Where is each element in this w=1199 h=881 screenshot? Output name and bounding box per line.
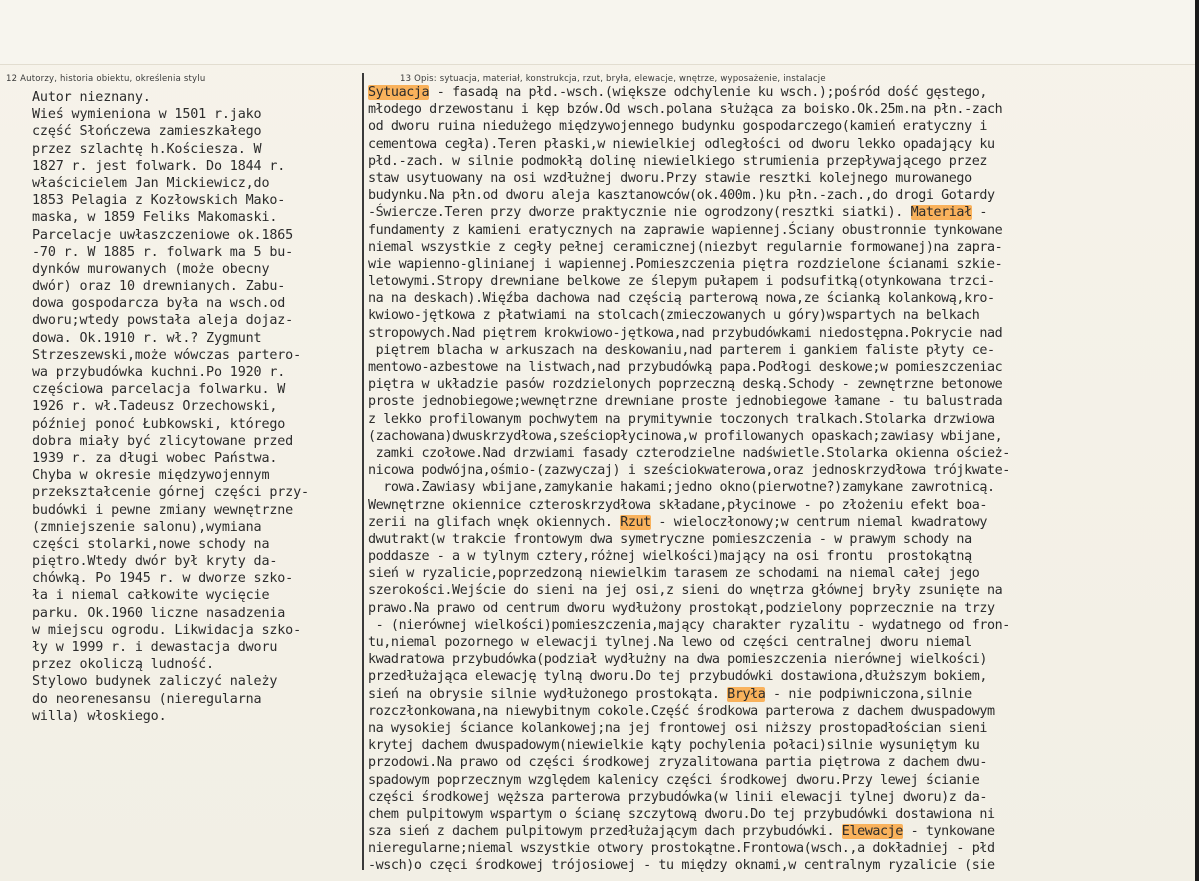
description-text-line: przedłużająca elewację tylną dworu.Do tej przybudówki dostawiona,dłuższym bokiem, bbox=[368, 669, 987, 685]
description-text-line: wie wapienno-glinianej i wapiennej.Pomieszczenia piętra rozdzielone ścianami szkie- bbox=[368, 256, 1003, 272]
history-text-line: przekształcenie górnej części przy- bbox=[32, 485, 309, 501]
history-text-line: ły w 1999 r. i dewastacja dworu bbox=[32, 640, 278, 655]
description-text-line: dwutrakt(w trakcie frontowym dwa symetryczne pomieszczenia - w prawym schody na bbox=[368, 531, 972, 547]
right-section-header: 13 Opis: sytuacja, materiał, konstrukcja, rzut, bryła, elewacje, wnętrze, wyposażenie, instalacje bbox=[400, 74, 826, 84]
description-text-line: kwiowo-jętkowa z płatwiami na stolcach(zmieczowanych u góry)wspartych na belkach bbox=[368, 308, 980, 324]
history-text-line: część Słończewa zamieszkałego bbox=[32, 124, 262, 140]
description-text-line: piętra w układzie pasów rozdzielonych poprzeczną deską.Schody - zewnętrzne betonowe bbox=[368, 377, 1003, 393]
description-text-line: Wewnętrzne okiennice czteroskrzydłowa składane,płycinowe - po złożeniu efekt boa- bbox=[368, 497, 987, 513]
description-text: - nie podpiwniczona,silnie bbox=[765, 686, 972, 702]
description-text-line: na na deskach).Więźba dachowa nad częścią parterową nowa,ze ścianką kolankową,kro- bbox=[368, 291, 995, 307]
page-edge bbox=[1195, 0, 1199, 881]
description-text-line: kwadratowa przybudówka(podział wydłużny na dwa pomieszczenia nierównej wielkości) bbox=[368, 652, 987, 668]
history-text-line: Chyba w okresie międzywojennym bbox=[32, 468, 270, 484]
history-text-line: przez szlachtę h.Kościesza. W bbox=[32, 141, 262, 157]
description-text-line: letowymi.Stropy drewniane belkowe ze ślepym pułapem i podsufitką(otynkowana trzci- bbox=[368, 274, 995, 290]
description-column bbox=[368, 84, 1010, 875]
history-text-line: budówki i pewne zmiany wewnętrzne bbox=[32, 502, 294, 518]
section-keyword-highlight: Materiał bbox=[910, 205, 972, 221]
history-text-line: przez okoliczą ludność. bbox=[32, 657, 214, 673]
history-text-line: 1926 r. wł.Tadeusz Orzechowski, bbox=[32, 399, 278, 415]
history-text-line: dowa. Ok.1910 r. wł.? Zygmunt bbox=[32, 330, 262, 346]
description-text-line: niemal wszystkie z cegły pełnej ceramicznej(niezbyt regularnie formowanej)na zapra- bbox=[368, 239, 1003, 255]
description-text-line: mentowo-azbestowe na listwach,nad przybudówką papa.Podłogi deskowe;w pomieszczeniac bbox=[368, 360, 1003, 375]
history-text-line: Autor nieznany. bbox=[32, 90, 151, 105]
column-divider bbox=[362, 73, 364, 870]
history-text-line: -70 r. W 1885 r. folwark ma 5 bu- bbox=[32, 244, 294, 260]
section-keyword-highlight: Elewacje bbox=[841, 824, 903, 840]
history-text-line: dobra miały być zlicytowane przed bbox=[32, 433, 294, 449]
history-text-line: dworu;wtedy powstała aleja dojaz- bbox=[32, 313, 294, 329]
description-text-line: -wsch)o częci środkowej trójosiowej - tu między oknami,w centralnym ryzalicie (sie bbox=[368, 858, 995, 874]
history-text-line: chówką. Po 1945 r. w dworze szko- bbox=[32, 571, 294, 587]
description-text-line: tu,niemal pozornego w elewacji tylnej.Na lewo od części centralnej dworu niemal bbox=[368, 635, 972, 650]
description-text: - fasadą na płd.-wsch.(większe odchylenie ku wsch.);pośród dość gęstego, bbox=[429, 85, 987, 100]
history-text-line: dwór) oraz 10 drewnianych. Zabu- bbox=[32, 279, 286, 295]
description-text-line bbox=[368, 686, 1010, 703]
history-text-line: maska, w 1859 Feliks Makomaski. bbox=[32, 210, 278, 226]
history-text-line: Strzeszewski,może wówczas partero- bbox=[32, 347, 302, 363]
history-text-line: do neorenesansu (nieregularna bbox=[32, 691, 262, 707]
description-text-line: nicowa podwójna,ośmio-(zazwyczaj) i sześciokwaterowa,oraz jednoskrzydłowa trójkwate- bbox=[368, 463, 1010, 479]
description-text: zerii na glifach wnęk okiennych. bbox=[368, 514, 621, 530]
description-text-line: budynku.Na płn.od dworu aleja kasztanowców(ok.400m.)ku płn.-zach.,do drogi Gotardy bbox=[368, 188, 995, 204]
description-text-line: szerokości.Wejście do sieni na jej osi,z sieni do wnętrza głównej bryły zsunięte na bbox=[368, 583, 1003, 599]
history-text-line: później ponoć Łubkowski, którego bbox=[32, 416, 286, 432]
description-text-line: cementowa cegła).Teren płaski,w niewielkiej odległości od dworu lekko opadający ku bbox=[368, 136, 995, 152]
description-text-line: spadowym poprzecznym względem kalenicy części środkowej dworu.Przy lewej ścianie bbox=[368, 772, 980, 788]
history-text-line: willa) włoskiego. bbox=[32, 708, 167, 724]
description-text: -Świercze.Teren przy dworze praktycznie nie ogrodzony(resztki siatki). bbox=[368, 205, 911, 221]
section-keyword-highlight: Sytuacja bbox=[368, 85, 430, 100]
history-text-line: Stylowo budynek zaliczyć należy bbox=[32, 674, 278, 690]
history-column bbox=[32, 89, 309, 725]
history-text-line: Wieś wymieniona w 1501 r.jako bbox=[32, 107, 262, 123]
description-text: - tynkowane bbox=[902, 824, 995, 840]
description-text-line: proste jednobiegowe;wewnętrzne drewniane proste jednobiegowe łamane - tu balustrada bbox=[368, 394, 1003, 410]
description-text-line bbox=[368, 84, 1010, 101]
description-text-line: chem pulpitowym wspartym o ścianę szczytową dworu.Do tej przybudówki dostawiona ni bbox=[368, 806, 995, 822]
history-text-line: 1939 r. za długi wobec Państwa. bbox=[32, 450, 278, 466]
description-text-line: z lekko profilowanym pochwytem na prymitywnie toczonych tralkach.Stolarka drzwiowa bbox=[368, 411, 995, 427]
history-text-line: parku. Ok.1960 liczne nasadzenia bbox=[32, 605, 286, 621]
description-text-line bbox=[368, 204, 1010, 221]
description-text: - wieloczłonowy;w centrum niemal kwadratowy bbox=[650, 514, 988, 530]
description-text-line: części środkowej węższa parterowa przybudówka(w linii elewacji tylnej dworu)z da- bbox=[368, 789, 987, 805]
history-text-line: (zmniejszenie salonu),wymiana bbox=[32, 519, 262, 535]
description-text: - bbox=[971, 205, 988, 221]
description-text-line: rozczłonkowana,na niewybitnym cokole.Część środkowa parterowa z dachem dwuspadowym bbox=[368, 703, 995, 719]
description-text-line bbox=[368, 514, 1010, 531]
left-section-header: 12 Autorzy, historia obiektu, określenia stylu bbox=[6, 74, 206, 84]
description-text-line: nieregularne;niemal wszystkie otwory prostokątne.Frontowa(wsch.,a dokładniej - płd bbox=[368, 841, 995, 857]
description-text-line: młodego drzewostanu i kęp bzów.Od wsch.polana służąca za boisko.Ok.25m.na płn.-zach bbox=[368, 102, 1003, 118]
description-text-line: sień w ryzalicie,poprzedzoną niewielkim tarasem ze schodami na niemal całej jego bbox=[368, 566, 980, 582]
description-text-line: prawo.Na prawo od centrum dworu wydłużony prostokąt,podzielony poprzecznie na trzy bbox=[368, 600, 995, 616]
history-text-line: wa przybudówka kuchni.Po 1920 r. bbox=[32, 365, 286, 380]
description-text-line: krytej dachem dwuspadowym(niewielkie kąty pochylenia połaci)silnie wysuniętym ku bbox=[368, 738, 980, 754]
description-text-line: fundamenty z kamieni eratycznych na zaprawie wapiennej.Ściany obustronnie tynkowane bbox=[368, 222, 1003, 238]
history-text-line: częściowa parcelacja folwarku. W bbox=[32, 382, 286, 398]
history-text-line: dowa gospodarcza była na wsch.od bbox=[32, 296, 286, 312]
description-text: sień na obrysie silnie wydłużonego prostokąta. bbox=[368, 686, 728, 702]
description-text-line: poddasze - a w tylnym cztery,różnej wielkości)mający na osi frontu prostokątną bbox=[368, 549, 972, 565]
description-text-line bbox=[368, 823, 1010, 840]
description-text: sza sień z dachem pulpitowym przedłużającym dach przybudówki. bbox=[368, 824, 842, 840]
description-text-line: płd.-zach. w silnie podmokłą dolinę niewielkiego strumienia przepływającego przez bbox=[368, 153, 987, 169]
section-keyword-highlight: Rzut bbox=[620, 514, 651, 530]
description-text-line: rowa.Zawiasy wbijane,zamykanie hakami;jedno okno(pierwotne?)zamykane zawrotnicą. bbox=[368, 480, 995, 496]
description-text-line: staw usytuowany na osi wzdłużnej dworu.Przy stawie resztki kolejnego murowanego bbox=[368, 170, 972, 186]
history-text-line: właścicielem Jan Mickiewicz,do bbox=[32, 175, 270, 191]
history-text-line: Parcelacje uwłaszczeniowe ok.1865 bbox=[32, 227, 294, 243]
description-text-line: stropowych.Nad piętrem krokwiowo-jętkowa,nad przybudówkami niedostępna.Pokrycie nad bbox=[368, 325, 1003, 341]
description-text-line: na wysokiej ściance kolankowej;na jej frontowej osi niższy prostopadłościan sieni bbox=[368, 720, 987, 736]
description-text-line: piętrem blacha w arkuszach na deskowaniu,nad parterem i gankiem faliste płyty ce- bbox=[368, 342, 995, 358]
history-text-line: piętro.Wtedy dwór był kryty da- bbox=[32, 554, 278, 570]
history-text-line: w miejscu ogrodu. Likwidacja szko- bbox=[32, 622, 302, 638]
description-text-line: (zachowana)dwuskrzydłowa,sześciopłycinowa,w profilowanych opaskach;zawiasy wbijane, bbox=[368, 428, 1003, 444]
history-text-line: ła i niemal całkowite wycięcie bbox=[32, 588, 270, 604]
history-text-line: 1827 r. jest folwark. Do 1844 r. bbox=[32, 158, 286, 174]
description-text-line: od dworu ruina niedużego międzywojennego budynku gospodarczego(kamień eratyczny i bbox=[368, 119, 987, 135]
history-text-line: części stolarki,nowe schody na bbox=[32, 536, 270, 552]
section-keyword-highlight: Bryła bbox=[727, 686, 766, 702]
history-text-line: dynków murowanych (może obecny bbox=[32, 261, 270, 277]
history-text-line: 1853 Pelagia z Kozłowskich Mako- bbox=[32, 193, 286, 209]
description-text-line: - (nierównej wielkości)pomieszczenia,mający charakter ryzalitu - wydatnego od fron- bbox=[368, 617, 1010, 633]
description-text-line: zamki czołowe.Nad drzwiami fasady czterodzielne nadświetle.Stolarka okienna oścież- bbox=[368, 445, 1010, 461]
description-text-line: przodowi.Na prawo od części środkowej zryzalitowana partia piętrowa z dachem dwu- bbox=[368, 755, 987, 771]
top-margin bbox=[0, 0, 1199, 65]
